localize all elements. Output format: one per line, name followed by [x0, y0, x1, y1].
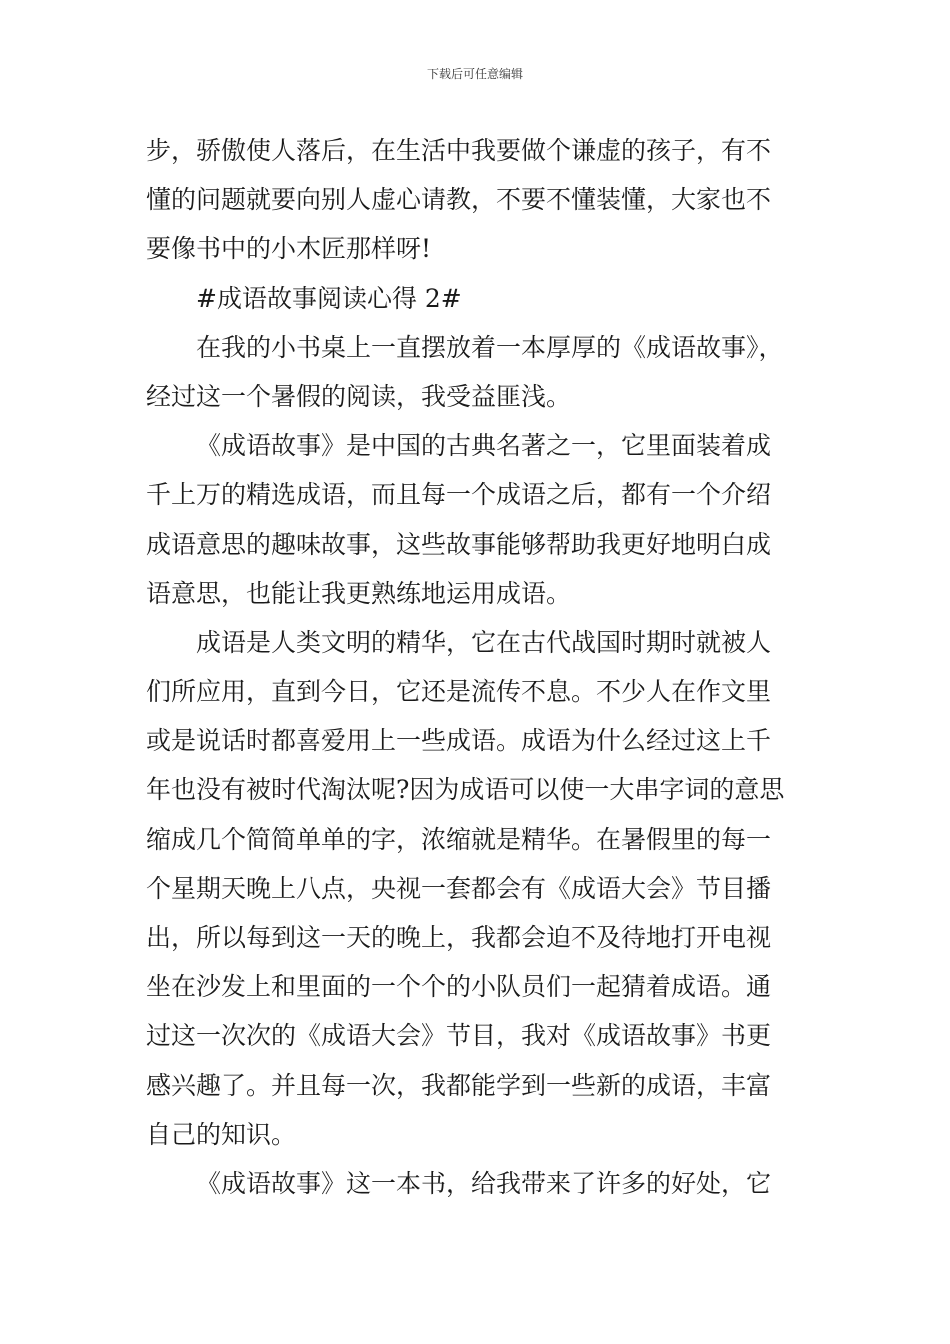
text-line: 缩成几个简简单单的字，浓缩就是精华。在暑假里的每一	[146, 824, 772, 854]
text-line: 成语意思的趣味故事，这些故事能够帮助我更好地明白成	[146, 529, 772, 559]
text-line: 自己的知识。	[146, 1119, 297, 1149]
text-line: 步，骄傲使人落后，在生活中我要做个谦虚的孩子，有不	[146, 136, 772, 165]
text-line: #成语故事阅读心得 2#	[196, 283, 462, 313]
text-line: 在我的小书桌上一直摆放着一本厚厚的《成语故事》，	[196, 332, 784, 362]
text-line: 《成语故事》这一本书，给我带来了许多的好处，它	[196, 1168, 772, 1198]
text-line: 成语是人类文明的精华，它在古代战国时期时就被人	[196, 627, 772, 657]
text-line: 《成语故事》是中国的古典名著之一，它里面装着成	[196, 431, 772, 461]
text-line: 经过这一个暑假的阅读，我受益匪浅。	[146, 381, 572, 411]
text-line: 出，所以每到这一天的晚上，我都会迫不及待地打开电视	[146, 923, 772, 952]
text-line: 懂的问题就要向别人虚心请教，不要不懂装懂，大家也不	[146, 185, 772, 215]
text-line: 语意思，也能让我更熟练地运用成语。	[146, 578, 572, 608]
text-line: 年也没有被时代淘汰呢?因为成语可以使一大串字词的意思	[146, 775, 785, 805]
document-body	[146, 126, 808, 1208]
text-line: 过这一次次的《成语大会》节目，我对《成语故事》书更	[146, 1021, 772, 1051]
text-line: 们所应用，直到今日，它还是流传不息。不少人在作文里	[146, 677, 772, 707]
text-line: 或是说话时都喜爱用上一些成语。成语为什么经过这上千	[146, 726, 772, 756]
text-line: 千上万的精选成语，而且每一个成语之后，都有一个介绍	[146, 480, 772, 510]
text-line: 个星期天晚上八点，央视一套都会有《成语大会》节目播	[146, 873, 772, 903]
text-line: 要像书中的小木匠那样呀!	[146, 234, 432, 264]
text-line: 坐在沙发上和里面的一个个的小队员们一起猜着成语。通	[146, 972, 772, 1002]
page-header: 下载后可任意编辑	[426, 67, 523, 81]
text-line: 感兴趣了。并且每一次，我都能学到一些新的成语，丰富	[146, 1070, 772, 1100]
